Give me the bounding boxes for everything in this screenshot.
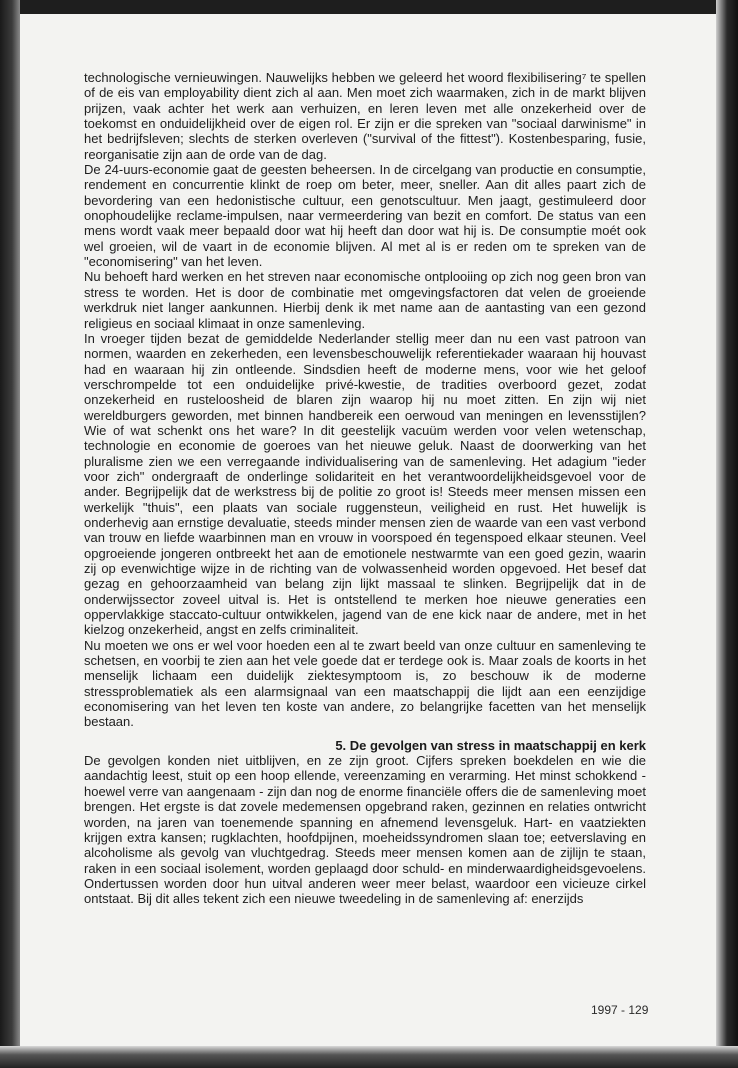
section-heading: 5. De gevolgen van stress in maatschappij en kerk	[335, 737, 646, 753]
paragraph: technologische vernieuwingen. Nauwelijks hebben we geleerd het woord flexibilisering⁷ te spellen of de eis van employability dient zich al aan. Men moet zich waarmaken, zich in de markt blijven prijzen, vaak achter het werk aan verhuizen, en leren leven met alle onzekerheid over de toekomst en onduidelijkheid over de eigen rol. Er zijn er die spreken van "sociaal darwinisme" in het bedrijfsleven; slechts de sterken overleven ("survival of the fittest"). Kostenbesparing, fusie, reorganisatie zijn aan de orde van de dag.	[84, 70, 646, 162]
body-text	[84, 70, 646, 907]
paragraph: De 24-uurs-economie gaat de geesten beheersen. In de circelgang van productie en consumptie, rendement en concurrentie klinkt de roep om beter, meer, sneller. Aan dit alles paart zich de bevordering van een hedonistische cultuur, een genotscultuur. Men jaagt, gestimuleerd door onophoudelijke reclame-impulsen, naar vermeerdering van bezit en comfort. De status van een mens wordt vaak meer bepaald door wat hij heeft dan door wat hij is. De consumptie moét ook wel groeien, wil de vaart in de economie blijven. Al met al is er reden om te spreken van de "economisering" van het leven.	[84, 162, 646, 270]
paragraph: De gevolgen konden niet uitblijven, en ze zijn groot. Cijfers spreken boekdelen en wie die aandachtig leest, stuit op een hoop ellende, vereenzaming en verarming. Het minst schokkend - hoewel verre van aangenaam - zijn dan nog de enorme financiële offers die de samenleving moet brengen. Het ergste is dat zovele medemensen opgebrand raken, gezinnen en relaties ontwricht worden, na jaren van toenemende spanning en afnemend levensgeluk. Hart- en vaatziekten krijgen extra kansen; rugklachten, hoofdpijnen, moeheidssyndromen slaan toe; eetverslaving en alcoholisme als gevolg van vluchtgedrag. Steeds meer mensen komen aan de zijlijn te staan, raken in een sociaal isolement, worden geplaagd door schuld- en minderwaardigheidsgevoelens. Ondertussen worden door hun uitval anderen weer meer belast, waardoor een vicieuze cirkel ontstaat. Bij dit alles tekent zich een nieuwe tweedeling in de samenleving af: enerzijds	[84, 753, 646, 907]
scan-edge-top	[0, 0, 738, 14]
paragraph: In vroeger tijden bezat de gemiddelde Nederlander stellig meer dan nu een vast patroon van normen, waarden en zekerheden, een levensbeschouwelijk referentiekader waaraan hij houvast had en waaraan hij zin ontleende. Sindsdien heeft de moderne mens, voor wie het geloof verschrompelde tot een onduidelijke privé-kwestie, de tradities overboord gezet, zodat onzekerheid en rusteloosheid de blaren zijn waarop hij nu moet zitten. En zijn wij niet wereldburgers geworden, met binnen handbereik een oerwoud van meningen en levensstijlen? Wie of wat schenkt ons het ware? In dit geestelijk vacuüm werden voor velen wetenschap, technologie en economie de goeroes van het nieuwe geluk. Naast de doorwerking van het pluralisme zien we een verregaande individualisering van de samenleving. Het adagium "ieder voor zich" ondergraaft de onderlinge solidariteit en het verantwoordelijkheidsgevoel voor de ander. Begrijpelijk dat de werkstress bij de politie zo groot is! Steeds meer mensen missen een werkelijk "thuis", een plaats van sociale ruggensteun, veiligheid en rust. Het huwelijk is onderhevig aan ernstige devaluatie, steeds minder mensen zien de waarde van een vast verbond van trouw en liefde waarbinnen man en vrouw in voorspoed én tegenspoed elkaar steunen. Veel opgroeiende jongeren ontbreekt het aan de emotionele nestwarmte van een goed gezin, waarin zij op evenwichtige wijze in de richting van de volwassenheid worden opgevoed. Het besef dat gezag en gehoorzaamheid van belang zijn lijkt massaal te slinken. Begrijpelijk dat in de onderwijssector zoveel uitval is. Het is ontstellend te merken hoe nieuwe generaties een oppervlakkige staccato-cultuur ontwikkelen, jagend van de ene kick naar de andere, met in het kielzog onzekerheid, angst en zelfs criminaliteit.	[84, 330, 646, 638]
paragraph: Nu moeten we ons er wel voor hoeden een al te zwart beeld van onze cultuur en samenleving te schetsen, en voorbij te zien aan het vele goede dat er terdege ook is. Maar zoals de koorts in het menselijk lichaam een duidelijk ziektesymptoom is, zo beschouw ik de moderne stressproblematiek als een alarmsignaal van een maatschappij die lijdt aan een eenzijdige economisering van het leven ten koste van andere, zo belangrijke facetten van het menselijk bestaan.	[84, 637, 646, 730]
scan-edge-left	[0, 0, 20, 1068]
page-number: 1997 - 129	[591, 1003, 649, 1017]
paragraph: Nu behoeft hard werken en het streven naar economische ontplooiing op zich nog geen bron van stress te worden. Het is door de combinatie met omgevingsfactoren dat velen de groeiende werkdruk niet langer aankunnen. Hierbij denk ik met name aan de aantasting van een gezond religieus en sociaal klimaat in onze samenleving.	[84, 269, 646, 331]
scan-edge-right	[716, 0, 738, 1068]
scan-edge-bottom	[0, 1046, 738, 1068]
